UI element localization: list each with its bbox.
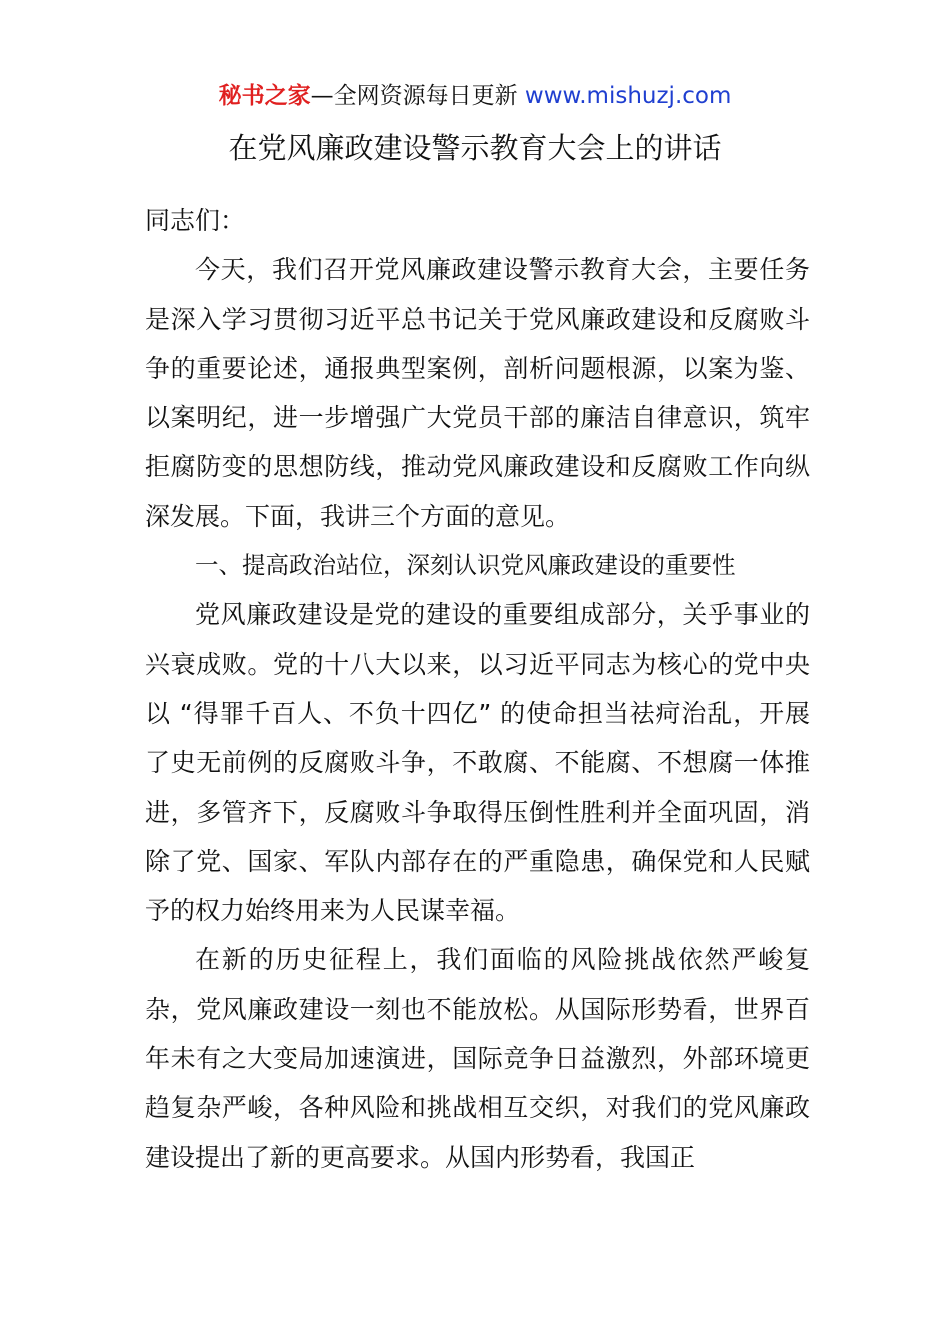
document-body — [145, 196, 810, 1182]
document-title: 在党风廉政建设警示教育大会上的讲话 — [228, 131, 722, 165]
paragraph-challenges: 在新的历史征程上，我们面临的风险挑战依然严峻复杂，党风廉政建设一刻也不能放松。从国际形势看，世界百年未有之大变局加速演进，国际竞争日益激烈，外部环境更趋复杂严峻，各种风险和挑战相互交织，对我们的党风廉政建设提出了新的更高要求。从国内形势看，我国正 — [145, 945, 810, 1172]
site-brand: 秘书之家 — [218, 83, 311, 109]
salutation: 同志们： — [145, 206, 246, 235]
site-url-link[interactable]: www.mishuzj.com — [524, 83, 732, 109]
site-banner — [0, 80, 950, 112]
section-heading-1: 一、提高政治站位，深刻认识党风廉政建设的重要性 — [195, 551, 736, 580]
paragraph-importance: 党风廉政建设是党的建设的重要组成部分，关乎事业的兴衰成败。党的十八大以来，以习近平同志为核心的党中央以 “得罪千百人、不负十四亿” 的使命担当祛疴治乱，开展了史无前例的反腐败斗争，不敢腐、不能腐、不想腐一体推进，多管齐下，反腐败斗争取得压倒性胜利并全面巩固，消除了党、国家、军队内部存在的严重隐患，确保党和人民赋予的权力始终用来为人民谋幸福。 — [145, 600, 810, 926]
paragraph-intro: 今天，我们召开党风廉政建设警示教育大会，主要任务是深入学习贯彻习近平总书记关于党风廉政建设和反腐败斗争的重要论述，通报典型案例，剖析问题根源，以案为鉴、以案明纪，进一步增强广大党员干部的廉洁自律意识，筑牢拒腐防变的思想防线，推动党风廉政建设和反腐败工作向纵深发展。下面，我讲三个方面的意见。 — [145, 255, 810, 531]
site-tagline: —全网资源每日更新 — [310, 83, 518, 109]
